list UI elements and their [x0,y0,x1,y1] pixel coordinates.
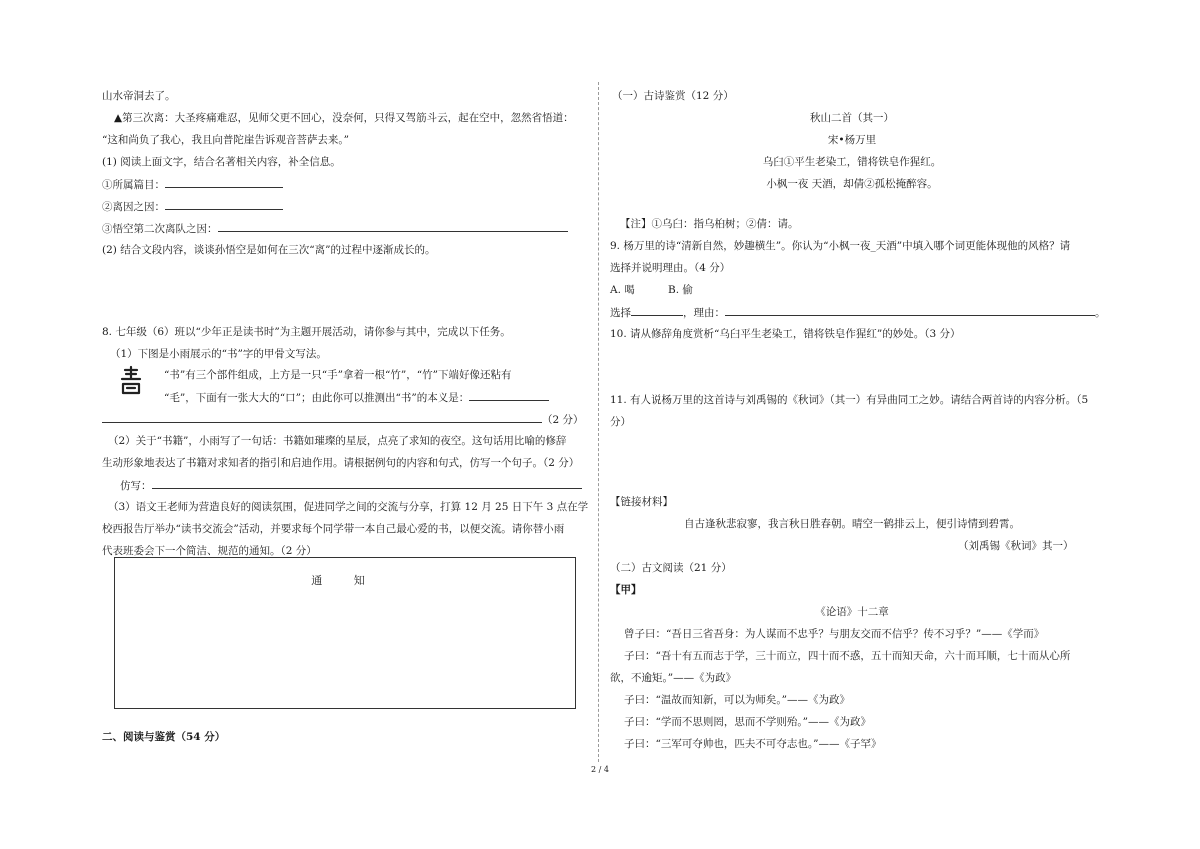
notice-title: 通 知 [311,574,379,587]
period-mark: 。 [1095,307,1106,319]
fill-label: ③悟空第二次离队之因： [102,223,218,235]
text-line: 子曰：“学而不思则罔，思而不学则殆。”——《为政》 [624,716,871,728]
section-heading: （二）古文阅读（21 分） [610,562,732,574]
text-line: “书”有三个部件组成，上方是一只“手”拿着一根“竹”，“竹”下端好像还粘有 [164,369,512,381]
fill-line [102,199,283,214]
fill-line [102,221,568,236]
answer-blank[interactable] [152,478,582,489]
notice-answer-box[interactable] [114,557,576,709]
poem-note: 【注】①乌臼：指乌桕树；②倩：请。 [620,218,799,230]
text-line: 子曰：“温故而知新，可以为师矣。”——《为政》 [624,694,850,706]
section-label: 【链接材料】 [610,496,673,508]
choice-blank[interactable] [631,305,683,316]
poem-line: 自古逢秋悲寂寥，我言秋日胜春朝。晴空一鹤排云上，便引诗情到碧霄。 [684,518,1020,530]
fill-line [610,305,1106,320]
question-line: 选择并说明理由。（4 分） [610,262,731,274]
poem-line: 小枫一夜 天酒，却倩②孤松掩醉容。 [766,178,938,190]
fill-line [120,478,582,493]
question-line: （3）语文王老师为营造良好的阅读氛围，促进同学之间的交流与分享，打算 12 月 25 日下午 3 点在学 [108,501,589,513]
oracle-bone-shu-icon [118,365,144,395]
fill-line [164,390,549,405]
score-label: （2 分） [542,414,584,426]
question-line: 8. 七年级（6）班以“少年正是读书时”为主题开展活动，请你参与其中，完成以下任务。 [102,326,511,338]
text-line: 欲，不逾矩。”——《为政》 [610,672,737,684]
question-line: 11. 有人说杨万里的这首诗与刘禹锡的《秋词》（其一）有异曲同工之妙。请结合两首诗的内容分析。（5 [610,394,1089,406]
column-divider [598,82,599,762]
fill-line [102,177,283,192]
question-line: 分） [610,416,631,428]
fill-label: ①所属篇目： [102,179,165,191]
question-line: (2) 结合文段内容，谈谈孙悟空是如何在三次“离”的过程中逐渐成长的。 [102,244,436,256]
question-line: (1) 阅读上面文字，结合名著相关内容，补全信息。 [102,156,341,168]
poem-line: 乌臼①平生老染工，错将铁皂作猩红。 [762,156,942,168]
text-line: 曾子曰：“吾日三省吾身：为人谋而不忠乎？与朋友交而不信乎？传不习乎？”——《学而》 [624,628,1045,640]
option-b[interactable]: B. 偷 [668,284,693,296]
option-a[interactable]: A. 喝 [610,284,635,296]
answer-blank[interactable] [102,412,542,423]
answer-blank[interactable] [469,390,549,401]
text-line: 子曰：“吾十有五而志于学，三十而立，四十而不惑，五十而知天命，六十而耳顺，七十而从心所 [624,650,1071,662]
answer-blank[interactable] [218,221,568,232]
fill-label: 仿写： [120,480,152,492]
text-line: ▲第三次离：大圣疼痛难忍，见师父更不回心，没奈何，只得又驾筋斗云，起在空中，忽然省悟道： [114,112,574,124]
question-line: 代表班委会下一个简洁、规范的通知。（2 分） [102,545,317,557]
answer-blank[interactable] [165,199,283,210]
fill-label: “毛”，下面有一张大大的“口”；由此你可以推测出“书”的本义是： [164,392,470,404]
fill-label: ②离因之因： [102,201,165,213]
question-line: 生动形象地表达了书籍对求知者的指引和启迪作用。请根据例句的内容和句式，仿写一个句子。（2 分） [102,457,580,469]
section-heading: 二、阅读与鉴赏（54 分） [102,731,226,743]
text-line: 山水帝洞去了。 [102,90,176,102]
section-label: 【甲】 [610,584,642,596]
text-line: “这和尚负了我心，我且向普陀崖告诉观音菩萨去来。” [102,134,349,146]
section-heading: （一）古诗鉴赏（12 分） [612,90,734,102]
fill-label: 选择 [610,307,631,319]
reason-blank[interactable] [725,305,1095,316]
fill-label: ，理由： [683,307,725,319]
poem-title: 秋山二首（其一） [810,112,894,124]
answer-blank[interactable] [165,177,283,188]
text-line: 子曰：“三军可夺帅也，匹夫不可夺志也。”——《子罕》 [624,738,882,750]
poem-source: （刘禹锡《秋词》其一） [958,540,1074,552]
question-line: 10. 请从修辞角度赏析“乌臼平生老染工，错将铁皂作猩红”的妙处。（3 分） [610,328,961,340]
question-line: 校西报告厅举办“读书交流会”活动，并要求每个同学带一本自己最心爱的书，以便交流。请你替小雨 [102,523,565,535]
fill-line [102,412,584,427]
page-number: 2 / 4 [591,765,609,774]
question-line: （2）关于“书籍”，小雨写了一句话：书籍如璀璨的星辰，点亮了求知的夜空。这句话用比喻的修辞 [108,435,567,447]
text-title: 《论语》十二章 [815,606,889,618]
question-line: 9. 杨万里的诗“清新自然，妙趣横生”。你认为“小枫一夜_天酒”中填入哪个词更能体现他的风格？请 [610,240,1071,252]
poem-author: 宋•杨万里 [827,134,877,146]
question-line: （1）下图是小雨展示的“书”字的甲骨文写法。 [110,348,327,360]
